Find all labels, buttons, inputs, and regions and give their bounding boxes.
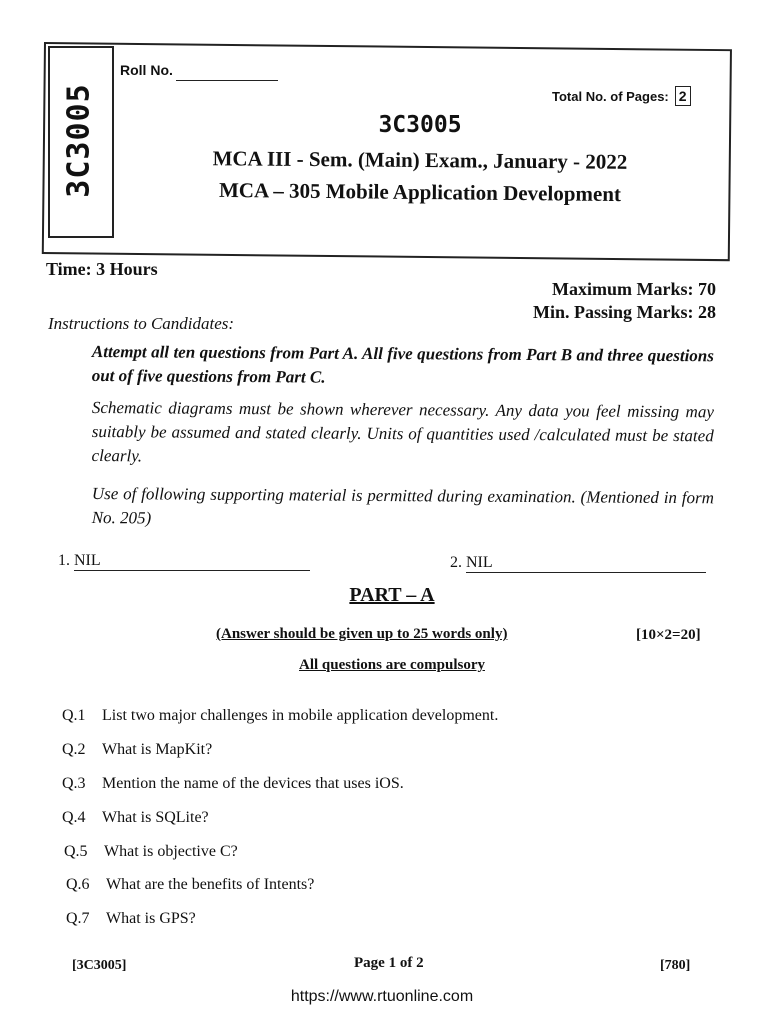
part-a-heading: PART – A: [349, 584, 435, 606]
maximum-marks: Maximum Marks: 70: [552, 279, 716, 299]
total-pages: [552, 86, 691, 106]
question-item: [62, 809, 209, 827]
question-text: Mention the name of the devices that uses iOS.: [102, 775, 404, 792]
question-text: List two major challenges in mobile application development.: [102, 707, 499, 724]
roll-number-line: [176, 80, 278, 81]
question-number: Q.4: [62, 809, 86, 826]
material-number: 2.: [450, 554, 462, 571]
exam-duration: Time: 3 Hours: [46, 259, 158, 279]
question-text: What is SQLite?: [102, 809, 209, 826]
instructions-heading: Instructions to Candidates:: [48, 314, 235, 333]
footer-paper-code: [3C3005]: [72, 958, 127, 973]
question-text: What is objective C?: [104, 843, 238, 860]
material-item-2: [450, 554, 706, 573]
source-url: https://www.rtuonline.com: [290, 988, 474, 1005]
question-item: [62, 707, 498, 725]
min-passing-marks: Min. Passing Marks: 28: [532, 302, 716, 322]
question-item: [64, 843, 238, 861]
question-item: [66, 910, 196, 928]
footer-form-number: [780]: [660, 958, 691, 973]
question-number: Q.2: [62, 741, 86, 758]
question-number: Q.6: [66, 876, 90, 893]
instruction-diagrams: Schematic diagrams must be shown wherever necessary. Any data you feel missing may suitably be assumed and stated clearly. Units of quantities used /calculated must be stated clearly.: [91, 397, 714, 466]
question-number: Q.3: [62, 775, 86, 792]
question-item: [66, 876, 314, 894]
question-number: Q.7: [66, 910, 90, 927]
total-pages-value: 2: [675, 86, 691, 106]
paper-code-title: 3C3005: [378, 112, 462, 138]
compulsory-note: All questions are compulsory: [299, 657, 485, 673]
question-number: Q.1: [62, 707, 86, 724]
material-item-1: [58, 552, 310, 571]
total-pages-label: Total No. of Pages:: [552, 88, 669, 104]
material-value: NIL: [466, 554, 706, 573]
material-value: NIL: [74, 552, 310, 571]
question-text: What is MapKit?: [102, 741, 213, 758]
question-item: [62, 775, 404, 793]
answer-length-note: (Answer should be given up to 25 words only): [216, 626, 508, 642]
question-text: What is GPS?: [106, 910, 196, 927]
question-item: [62, 741, 212, 759]
material-number: 1.: [58, 552, 70, 569]
question-text: What are the benefits of Intents?: [106, 876, 315, 893]
roll-number-label: Roll No.: [120, 62, 173, 78]
exam-title: MCA III - Sem. (Main) Exam., January - 2022: [212, 146, 628, 174]
instruction-attempt: Attempt all ten questions from Part A. All five questions from Part B and three questions out of five questions from Part C.: [91, 341, 714, 387]
subject-title: MCA – 305 Mobile Application Development: [218, 177, 622, 207]
part-a-marks: [10×2=20]: [636, 627, 701, 643]
instruction-materials: Use of following supporting material is permitted during examination. (Mentioned in form No. 205): [91, 483, 714, 528]
side-paper-code-text: 3C3005: [61, 82, 97, 198]
footer-page-number: Page 1 of 2: [354, 955, 424, 971]
question-number: Q.5: [64, 843, 88, 860]
